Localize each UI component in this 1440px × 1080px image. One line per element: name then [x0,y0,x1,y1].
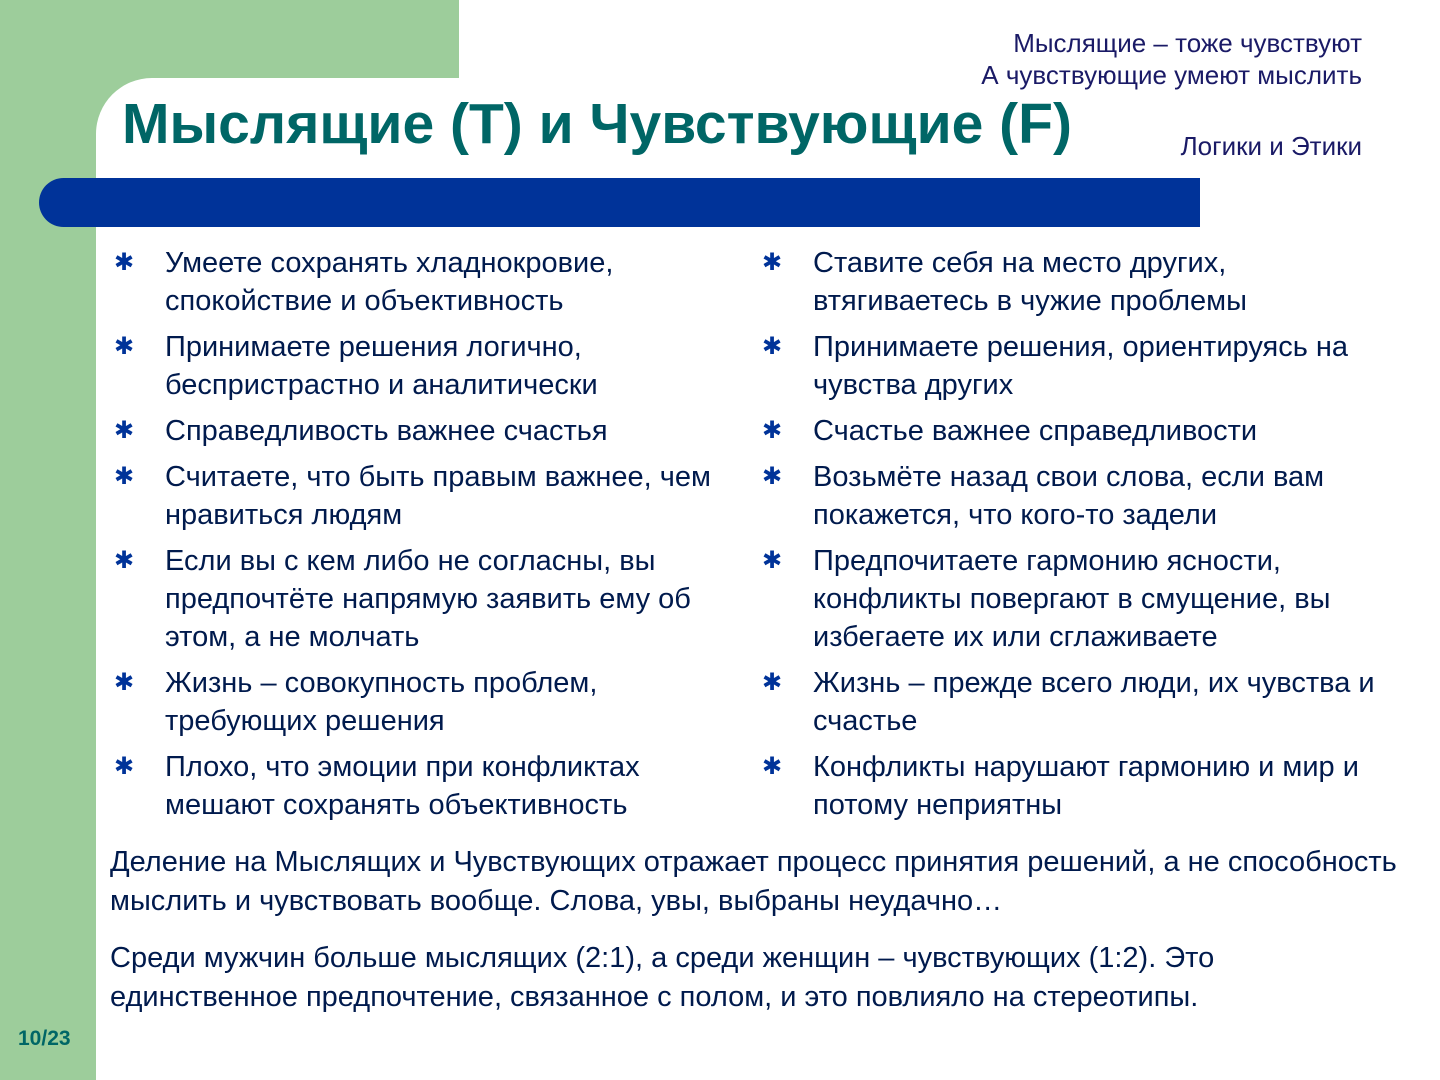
list-item [110,748,730,824]
list-item-text: Справедливость важнее счастья [165,415,608,447]
asterisk-bullet-icon: ✱ [761,547,783,574]
list-item-text: Жизнь – прежде всего люди, их чувства и счастье [813,667,1375,737]
list-item [758,458,1378,534]
list-item-text: Умеете сохранять хладнокровие, спокойствие и объективность [165,247,614,317]
asterisk-bullet-icon: ✱ [113,333,135,360]
list-item [110,458,730,534]
slide-title: Мыслящие (T) и Чувствующие (F) [122,92,1072,156]
list-item-text: Принимаете решения, ориентируясь на чувства других [813,331,1349,401]
list-item-text: Счастье важнее справедливости [813,415,1258,447]
list-item [758,328,1378,404]
list-item-text: Жизнь – совокупность проблем, требующих решения [165,667,598,737]
title-underline-bar [39,178,1200,227]
feeling-list [758,244,1378,832]
note-paragraph-2: Среди мужчин больше мыслящих (2:1), а среди женщин – чувствующих (1:2). Это единственное предпочтение, связанное с полом, и это повлияло на стереотипы. [110,942,1215,1013]
asterisk-bullet-icon: ✱ [761,249,783,276]
list-item [758,244,1378,320]
list-item [758,748,1378,824]
list-item [110,328,730,404]
page-number: 10/23 [18,1027,71,1050]
list-item-text: Предпочитаете гармонию ясности, конфликты повергают в смущение, вы избегаете их или сглаживаете [813,545,1331,653]
note-paragraph-1: Деление на Мыслящих и Чувствующих отражает процесс принятия решений, а не способность мыслить и чувствовать вообще. Слова, увы, выбраны неудачно… [110,846,1397,917]
list-item-text: Возьмёте назад свои слова, если вам покажется, что кого-то задели [813,461,1325,531]
list-item-text: Плохо, что эмоции при конфликтах мешают сохранять объективность [165,751,640,821]
subtitle-line-1: Мыслящие – тоже чувствуют [1013,28,1362,58]
list-item [110,664,730,740]
asterisk-bullet-icon: ✱ [113,547,135,574]
asterisk-bullet-icon: ✱ [761,333,783,360]
list-item [758,412,1378,450]
thinking-list [110,244,730,832]
asterisk-bullet-icon: ✱ [113,417,135,444]
subtitle-line-3: Логики и Этики [1180,131,1362,161]
asterisk-bullet-icon: ✱ [113,249,135,276]
list-item-text: Конфликты нарушают гармонию и мир и потому неприятны [813,751,1359,821]
list-item-text: Если вы с кем либо не согласны, вы предпочтёте напрямую заявить ему об этом, а не молчать [165,545,691,653]
list-item [110,244,730,320]
asterisk-bullet-icon: ✱ [761,417,783,444]
list-item [110,412,730,450]
asterisk-bullet-icon: ✱ [113,753,135,780]
list-item [758,542,1378,656]
asterisk-bullet-icon: ✱ [113,463,135,490]
asterisk-bullet-icon: ✱ [761,669,783,696]
asterisk-bullet-icon: ✱ [113,669,135,696]
list-item [110,542,730,656]
list-item-text: Ставите себя на место других, втягиваетесь в чужие проблемы [813,247,1247,317]
asterisk-bullet-icon: ✱ [761,463,783,490]
list-item [758,664,1378,740]
list-item-text: Принимаете решения логично, беспристрастно и аналитически [165,331,598,401]
list-item-text: Считаете, что быть правым важнее, чем нравиться людям [165,461,711,531]
asterisk-bullet-icon: ✱ [761,753,783,780]
subtitle-line-2: А чувствующие умеют мыслить [981,60,1362,90]
